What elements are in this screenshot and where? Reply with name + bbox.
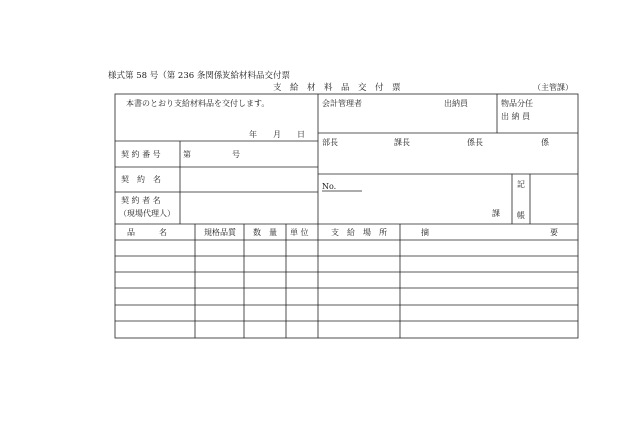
- cashier-label: 出納員: [444, 99, 468, 108]
- site-agent-label: （現場代理人）: [119, 209, 175, 218]
- section-label: 課: [492, 209, 500, 218]
- staff-label: 係: [541, 138, 549, 147]
- column-supply-location: 支 給 場 所: [331, 228, 387, 237]
- column-quantity: 数 量: [253, 228, 277, 237]
- column-remarks-1: 摘: [421, 228, 429, 237]
- column-remarks-2: 要: [550, 228, 558, 237]
- column-unit: 単 位: [290, 228, 309, 237]
- form-number: 様式第 58 号（第 236 条関係）: [108, 71, 231, 81]
- issue-statement: 本書のとおり支給材料品を交付します。: [126, 99, 270, 108]
- column-item-name: 品 名: [127, 228, 167, 237]
- ledger-label: 帳: [517, 211, 525, 220]
- form-title: 支給材料品交付票: [222, 71, 291, 81]
- contract-name-label: 契 約 名: [121, 175, 161, 184]
- director-label: 部長: [322, 138, 338, 147]
- contract-number-suffix: 号: [232, 150, 240, 159]
- contract-number-label: 契 約 番 号: [121, 150, 161, 159]
- accountant-label: 会計管理者: [322, 99, 362, 108]
- section-chief-label: 課長: [394, 138, 410, 147]
- column-specification: 規格品質: [204, 228, 236, 237]
- subsection-chief-label: 係長: [467, 138, 483, 147]
- issue-date: 年 月 日: [249, 130, 305, 139]
- contractor-label: 契 約 者 名: [121, 196, 161, 205]
- department-label: （主管課）: [533, 83, 573, 92]
- contract-number-prefix: 第: [183, 150, 191, 159]
- goods-cashier-label: 出 納 員: [501, 112, 531, 121]
- goods-officer-label: 物品分任: [501, 99, 533, 108]
- number-label: No.: [322, 182, 337, 191]
- record-label: 記: [517, 180, 525, 189]
- centered-title: 支 給 材 料 品 交 付 票: [273, 83, 401, 93]
